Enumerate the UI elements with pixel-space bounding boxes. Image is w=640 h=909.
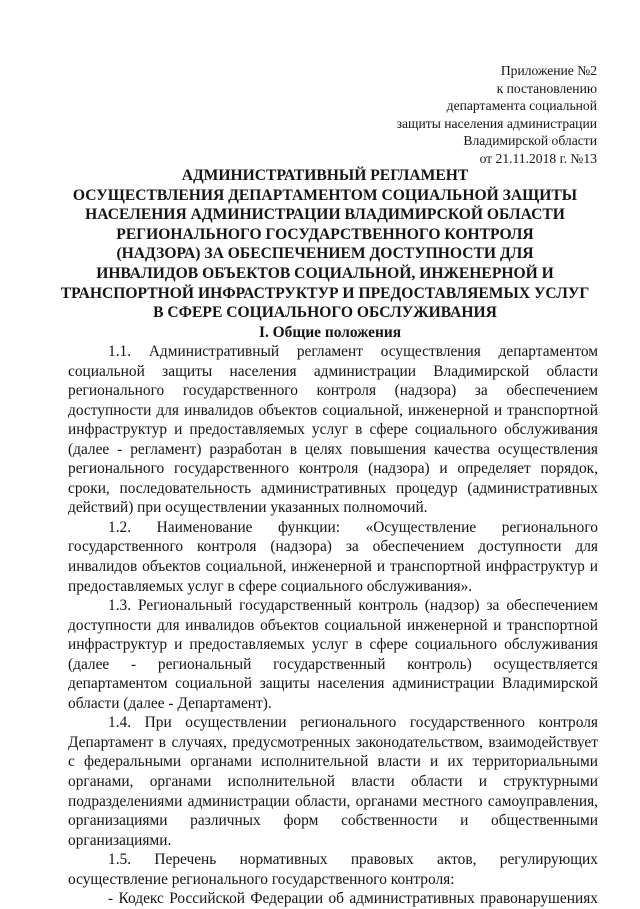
title-line: ИНВАЛИДОВ ОБЪЕКТОВ СОЦИАЛЬНОЙ, ИНЖЕНЕРНОЙ И	[96, 264, 554, 282]
appendix-line: к постановлению	[496, 80, 597, 96]
title-line: НАСЕЛЕНИЯ АДМИНИСТРАЦИИ ВЛАДИМИРСКОЙ ОБЛАСТИ	[85, 206, 565, 224]
appendix-line: Владимирской области	[463, 133, 597, 149]
appendix-line: защиты населения администрации	[396, 115, 597, 131]
paragraph-1-5: 1.5. Перечень нормативных правовых актов, регулирующих осуществление регионального государственного контроля:	[68, 851, 598, 888]
title-line: ОСУЩЕСТВЛЕНИЯ ДЕПАРТАМЕНТОМ СОЦИАЛЬНОЙ ЗАЩИТЫ	[72, 186, 578, 204]
title-line: ТРАНСПОРТНОЙ ИНФРАСТРУКТУР И ПРЕДОСТАВЛЯЕМЫХ УСЛУГ	[60, 284, 590, 302]
paragraph-1-2: 1.2. Наименование функции: «Осуществление регионального государственного контроля (надзора) за обеспечением доступности для инвалидов объектов социальной, инженерной и транспортной инфраструктур и предоставляемых услуг в сфере социального обслуживания».	[68, 518, 598, 595]
paragraph-1-4: 1.4. При осуществлении регионального государственного контроля Департамент в случаях, предусмотренных законодательством, взаимодействует с федеральными органами исполнительной власти и их территориальными органами, органами исполнительной власти области и структурными подразделениями администрации области, органами местного самоуправления, организациями различных форм собственности и общественными организациями.	[68, 714, 598, 849]
title-line: АДМИНИСТРАТИВНЫЙ РЕГЛАМЕНТ	[181, 167, 469, 184]
document-title	[40, 166, 610, 323]
title-line: РЕГИОНАЛЬНОГО ГОСУДАРСТВЕННОГО КОНТРОЛЯ	[116, 225, 534, 243]
list-item: - Кодекс Российской Федерации об административных правонарушениях	[108, 890, 598, 908]
title-line: (НАДЗОРА) ЗА ОБЕСПЕЧЕНИЕМ ДОСТУПНОСТИ ДЛЯ	[116, 245, 534, 263]
paragraph-1-3: 1.3. Региональный государственный контроль (надзор) за обеспечением доступности для инвалидов объектов социальной инженерной и транспортной инфраструктур и предоставляемых услуг в сфере социального обслуживания (далее - региональный государственный контроль) осуществляется департаментом социальной защиты населения администрации Владимирской области (далее - Департамент).	[68, 597, 598, 712]
section-heading: I. Общие положения	[258, 324, 402, 341]
title-line: В СФЕРЕ СОЦИАЛЬНОГО ОБСЛУЖИВАНИЯ	[153, 304, 497, 322]
appendix-line: от 21.11.2018 г. №13	[479, 150, 597, 166]
appendix-block	[397, 62, 597, 168]
appendix-line: департамента социальной	[446, 98, 597, 114]
document-body	[68, 342, 598, 909]
paragraph-1-1: 1.1. Административный регламент осуществления департаментом социальной защиты населения администрации Владимирской области регионального государственного контроля (надзора) за обеспечением доступности для инвалидов объектов социальной, инженерной и транспортной инфраструктур и предоставляемых услуг в сфере социального обслуживания (далее - регламент) разработан в целях повышения качества осуществления регионального государственного контроля (надзора) и определяет порядок, сроки, последовательность административных процедур (административных действий) при осуществлении указанных полномочий.	[68, 343, 598, 517]
appendix-line: Приложение №2	[500, 63, 597, 78]
